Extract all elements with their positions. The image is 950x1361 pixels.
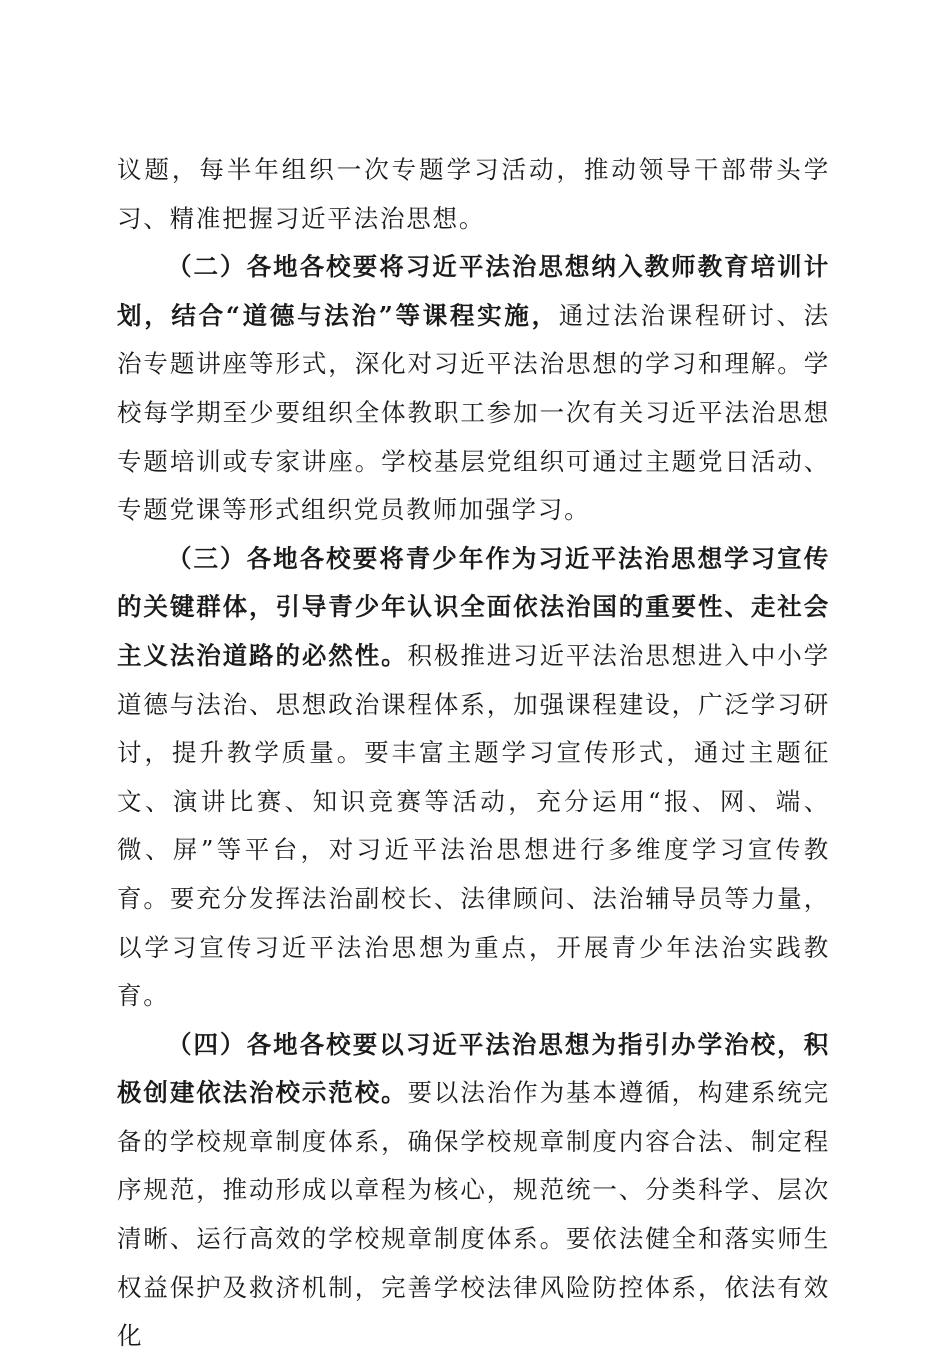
- section-heading-4: （四）各地各校要以习近平法治思想为指引办学治校，积极创建依法治校示范校。: [117, 1029, 830, 1108]
- section-heading-3: （三）各地各校要将青少年作为习近平法治思想学习宣传的关键群体，引导青少年认识全面依法治国的重要性、走社会主义法治道路的必然性。: [117, 543, 830, 670]
- section-heading-2: （二）各地各校要将习近平法治思想纳入教师教育培训计划，结合“道德与法治”等课程实施，: [117, 252, 830, 330]
- paragraph-text: 议题，每半年组织一次专题学习活动，推动领导干部带头学习、精准把握习近平法治思想。: [117, 155, 830, 233]
- paragraph-section-3: [117, 535, 830, 1021]
- paragraph-text: 通过法治课程研讨、法治专题讲座等形式，深化对习近平法治思想的学习和理解。学校每学期至少要组织全体教职工参加一次有关习近平法治思想专题培训或专家讲座。学校基层党组织可通过主题党日活动、专题党课等形式组织党员教师加强学习。: [117, 300, 830, 525]
- document-page: [117, 146, 830, 1361]
- paragraph-section-4: [117, 1021, 830, 1361]
- paragraph-text: 积极推进习近平法治思想进入中小学道德与法治、思想政治课程体系，加强课程建设，广泛学习研讨，提升教学质量。要丰富主题学习宣传形式，通过主题征文、演讲比赛、知识竞赛等活动，充分运用“报、网、端、微、屏”等平台，对习近平法治思想进行多维度学习宣传教育。要充分发挥法治副校长、法律顾问、法治辅导员等力量，以学习宣传习近平法治思想为重点，开展青少年法治实践教育。: [117, 640, 830, 1011]
- paragraph-section-2: [117, 243, 830, 535]
- paragraph-continuation: [117, 146, 830, 243]
- paragraph-text: 要以法治作为基本遵循，构建系统完备的学校规章制度体系，确保学校规章制度内容合法、制定程序规范，推动形成以章程为核心，规范统一、分类科学、层次清晰、运行高效的学校规章制度体系。要依法健全和落实师生权益保护及救济机制，完善学校法律风险防控体系，依法有效化: [117, 1078, 830, 1351]
